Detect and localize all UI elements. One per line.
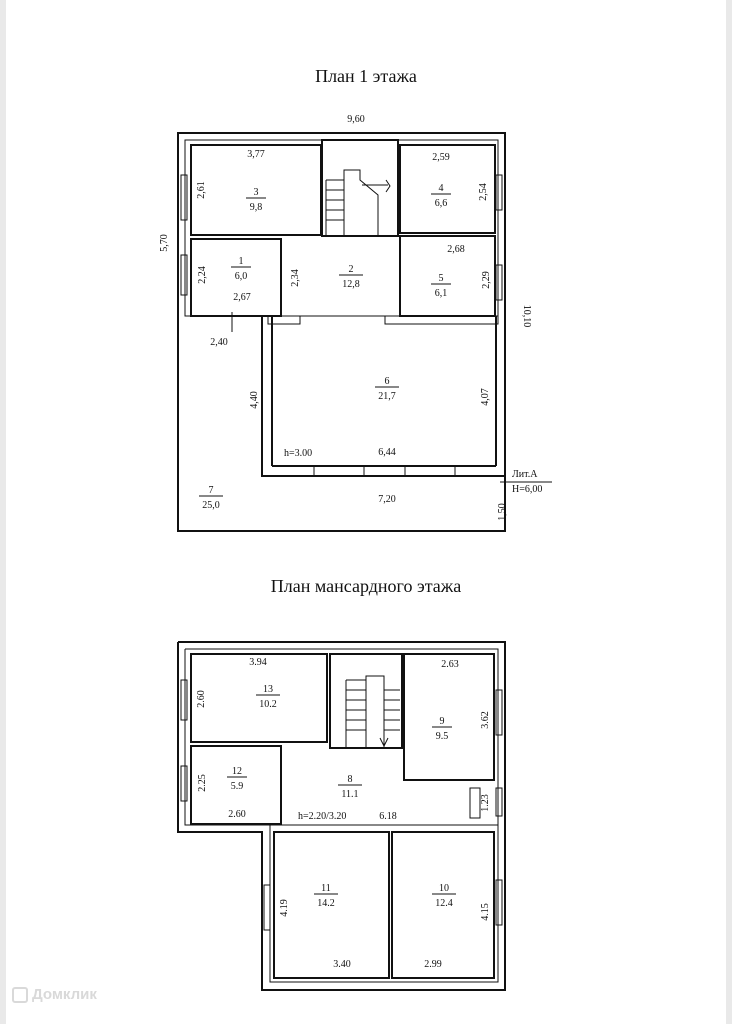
attic-height-note: h=2.20/3.20	[298, 811, 347, 822]
dim-step-width: 2,40	[210, 337, 228, 348]
room-4-label	[431, 183, 451, 209]
attic-plan	[178, 642, 505, 990]
svg-text:13: 13	[263, 684, 273, 695]
dim-r13-width: 3.94	[249, 657, 267, 668]
dim-r4-width: 2,59	[432, 152, 450, 163]
svg-text:21,7: 21,7	[378, 391, 396, 402]
dim-f1-right-height: 10,10	[521, 304, 532, 328]
dim-terrace-height: 1,50	[497, 503, 508, 521]
room-10-label	[432, 883, 456, 909]
dim-terrace-width: 7,20	[378, 494, 396, 505]
svg-text:9,8: 9,8	[249, 202, 263, 213]
svg-text:10.2: 10.2	[259, 699, 277, 710]
dim-r12-width: 2.60	[228, 809, 246, 820]
svg-text:6,1: 6,1	[434, 288, 448, 299]
room-6-label	[375, 376, 399, 402]
svg-text:9: 9	[439, 716, 445, 727]
room-3-label	[246, 187, 266, 213]
floor1-plan	[159, 114, 552, 531]
svg-text:25,0: 25,0	[202, 500, 220, 511]
dim-r3-width: 3,77	[247, 149, 265, 160]
svg-text:5: 5	[438, 273, 444, 284]
dim-r10-width: 2.99	[424, 959, 442, 970]
dim-f1-left-height: 5,70	[159, 234, 170, 252]
floor1-outer-wall	[178, 133, 505, 531]
dim-corr-width: 6.18	[379, 811, 397, 822]
floor1-stairs	[326, 170, 390, 235]
svg-text:12.4: 12.4	[435, 898, 453, 909]
domclick-watermark	[12, 986, 97, 1003]
svg-text:8: 8	[347, 774, 353, 785]
dim-r10-height: 4.15	[480, 903, 491, 921]
svg-text:11.1: 11.1	[341, 789, 359, 800]
attic-stairs	[346, 676, 400, 748]
dim-r11-width: 3.40	[333, 959, 351, 970]
dim-r6-width: 6,44	[378, 447, 396, 458]
dim-r1-height: 2,24	[197, 266, 208, 284]
floor1-height-note: h=3.00	[284, 448, 313, 459]
svg-text:6,6: 6,6	[434, 198, 448, 209]
svg-text:5.9: 5.9	[230, 781, 244, 792]
attic-title: План мансардного этажа	[270, 576, 462, 596]
room-7-label	[199, 485, 223, 511]
svg-text:12: 12	[232, 766, 242, 777]
dim-r2-height: 2,34	[290, 269, 301, 287]
dim-r3-height: 2,61	[196, 181, 207, 199]
room-2-label	[339, 264, 363, 290]
dim-r13-height: 2.60	[196, 690, 207, 708]
dim-r5-width: 2,68	[447, 244, 465, 255]
dim-r9-width: 2.63	[441, 659, 459, 670]
dim-r11-height: 4.19	[279, 899, 290, 917]
svg-text:9.5: 9.5	[435, 731, 449, 742]
svg-text:1: 1	[238, 256, 244, 267]
dim-r1-width: 2,67	[233, 292, 251, 303]
dim-r4-height: 2,54	[478, 183, 489, 201]
svg-text:12,8: 12,8	[342, 279, 360, 290]
svg-text:7: 7	[208, 485, 214, 496]
dim-corr-height: 1.23	[480, 794, 491, 812]
dim-r6-right-height: 4,07	[480, 388, 491, 406]
dim-r6-left-height: 4,40	[249, 391, 260, 409]
stair-block	[322, 140, 398, 236]
room-11-label	[314, 883, 338, 909]
dim-f1-top-width: 9,60	[347, 114, 365, 125]
floor1-title: План 1 этажа	[315, 66, 417, 86]
domclick-logo-icon	[12, 987, 28, 1003]
room-8-label	[338, 774, 362, 800]
svg-text:10: 10	[439, 883, 449, 894]
svg-text:14.2: 14.2	[317, 898, 335, 909]
attic-windows	[181, 680, 502, 930]
dim-r5-height: 2,29	[481, 271, 492, 289]
room-5-label	[431, 273, 451, 299]
svg-text:6,0: 6,0	[234, 271, 248, 282]
dim-r12-height: 2.25	[197, 774, 208, 792]
lit-a-height: H=6,00	[512, 484, 543, 495]
lit-a-label: Лит.А	[512, 469, 538, 480]
svg-text:3: 3	[253, 187, 259, 198]
dim-r9-height: 3.62	[480, 711, 491, 729]
svg-text:11: 11	[321, 883, 331, 894]
svg-text:4: 4	[438, 183, 444, 194]
room-1-label	[231, 256, 251, 282]
room-13-label	[256, 684, 280, 710]
room-12-label	[227, 766, 247, 792]
svg-text:2: 2	[348, 264, 354, 275]
room-9-label	[432, 716, 452, 742]
svg-text:6: 6	[384, 376, 390, 387]
watermark-text: Домклик	[32, 986, 97, 1003]
